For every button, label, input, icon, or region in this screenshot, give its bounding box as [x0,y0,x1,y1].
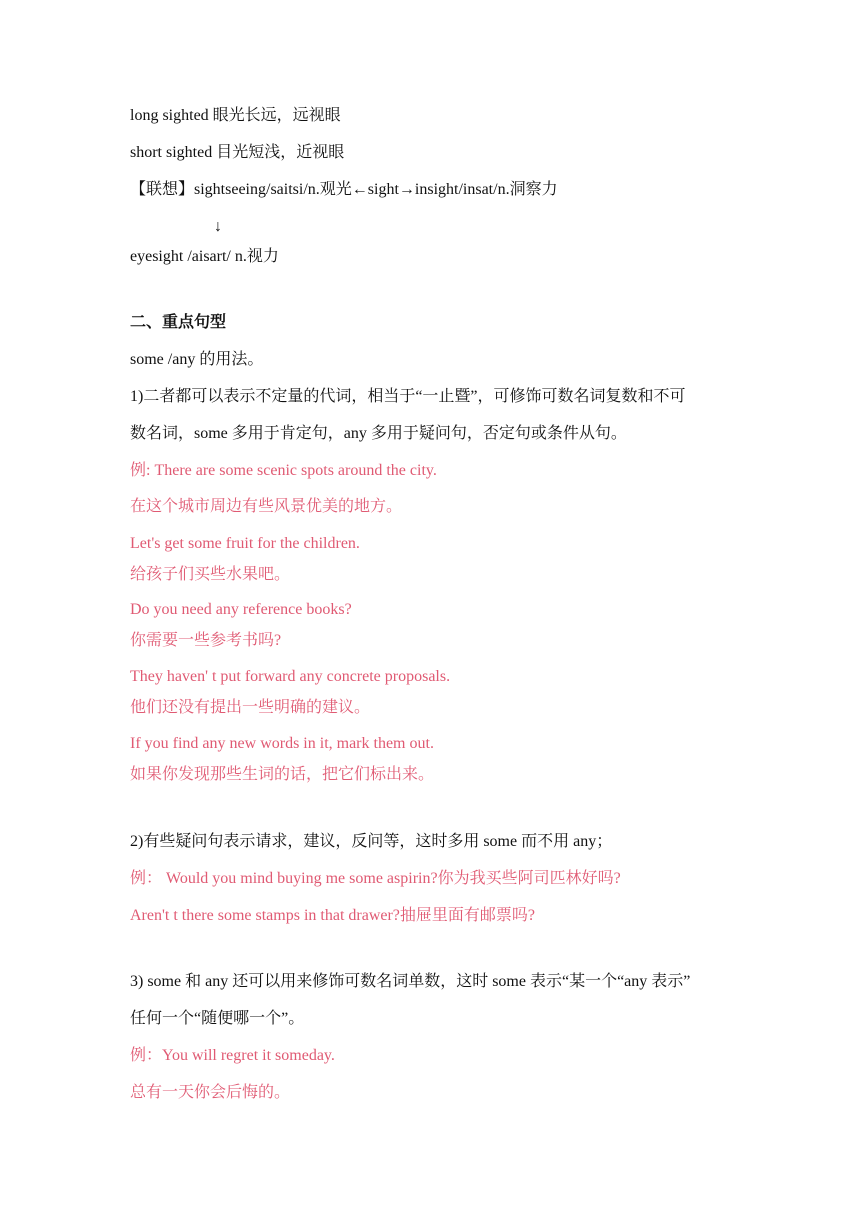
rule3-line1: 3) some 和 any 还可以用来修饰可数名词单数，这时 some 表示“某一个“any 表示” [130,973,691,990]
topic-line: some /any 的用法。 [130,351,264,368]
example-en: If you find any new words in it, mark them out. [130,735,434,752]
vocab-eyesight: eyesight /aisart/ n.视力 [130,248,279,265]
example-en: Do you need any reference books? [130,601,352,618]
example-en: Let's get some fruit for the children. [130,535,360,552]
section-heading: 二、重点句型 [130,314,227,331]
rule2-line: 2)有些疑问句表示请求，建议，反问等，这时多用 some 而不用 any； [130,833,613,850]
example-en: 例: There are some scenic spots around the city. [130,462,437,479]
example-line: Aren't t there some stamps in that drawer?抽屉里面有邮票吗? [130,907,536,924]
rule1-line2: 数名词，some 多用于肯定句，any 多用于疑问句，否定句或条件从句。 [130,425,627,442]
example-zh: 你需要一些参考书吗? [130,632,282,649]
example-line: 例：You will regret it someday. [130,1047,335,1064]
rule1-line1: 1)二者都可以表示不定量的代词，相当于“一止暨”，可修饰可数名词复数和不可 [130,388,686,405]
example-line: 例： Would you mind buying me some aspirin?你为我买些阿司匹林好吗? [130,870,621,887]
example-zh: 他们还没有提出一些明确的建议。 [130,699,371,716]
example-zh: 给孩子们买些水果吧。 [130,566,291,583]
vocab-association: 【联想】sightseeing/saitsi/n.观光←sight→insight/insat/n.洞察力 [130,181,558,198]
down-arrow-icon: ↓ [214,218,222,235]
vocab-long-sighted: long sighted 眼光长远，远视眼 [130,107,341,124]
example-en: They haven' t put forward any concrete proposals. [130,668,451,685]
rule3-line2: 任何一个“随便哪一个”。 [130,1010,305,1027]
example-zh: 在这个城市周边有些风景优美的地方。 [130,498,403,515]
vocab-short-sighted: short sighted 目光短浅，近视眼 [130,144,345,161]
example-line: 总有一天你会后悔的。 [130,1084,291,1101]
example-zh: 如果你发现那些生词的话，把它们标出来。 [130,766,435,783]
